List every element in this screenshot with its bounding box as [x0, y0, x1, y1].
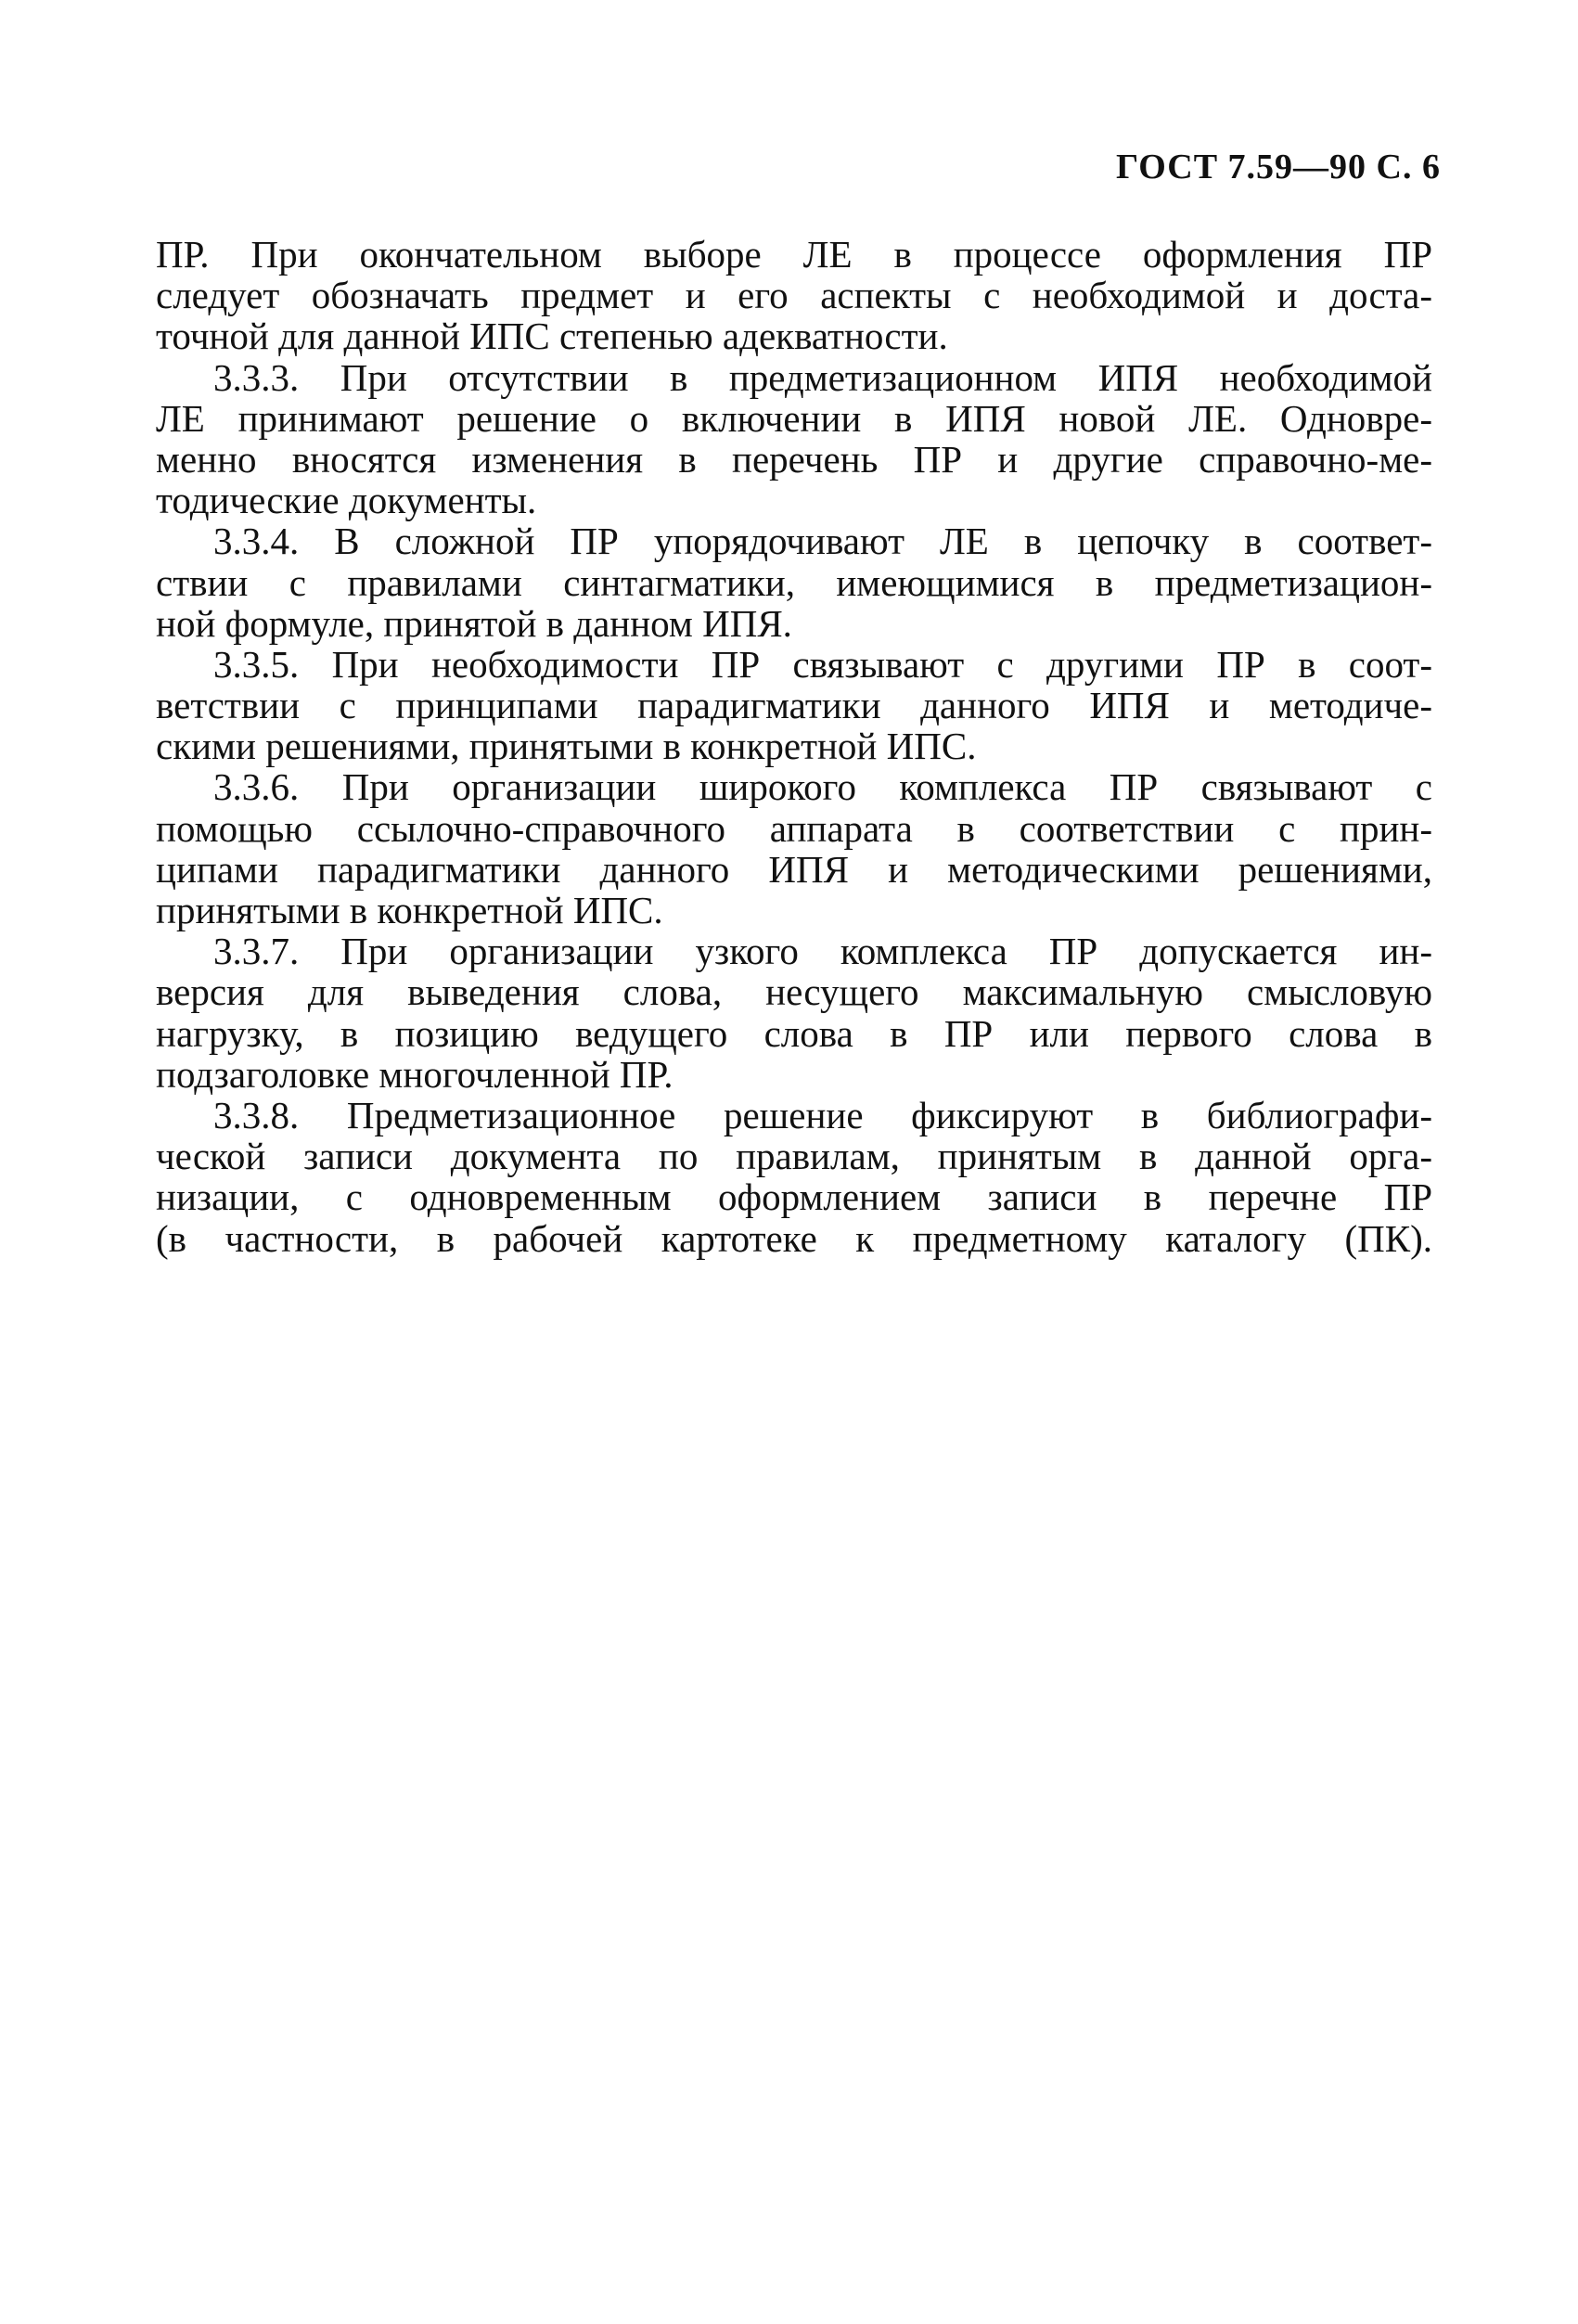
text-line: помощью ссылочно-справочного аппарата в соответствии с прин- — [156, 806, 1432, 850]
paragraph-3-3-4 — [156, 520, 1432, 644]
text-line: 3.3.6. При организации широкого комплекса ПР связывают с — [213, 765, 1432, 809]
text-line: ЛЕ принимают решение о включении в ИПЯ новой ЛЕ. Одновре- — [156, 396, 1432, 440]
text-line: 3.3.5. При необходимости ПР связывают с другими ПР в соот- — [213, 642, 1432, 686]
paragraph-3-3-8 — [156, 1095, 1432, 1259]
text-line: тодические документы. — [156, 479, 537, 522]
text-line: 3.3.3. При отсутствии в предметизационном ИПЯ необходимой — [213, 355, 1432, 399]
text-line: принятыми в конкретной ИПС. — [156, 889, 663, 931]
text-line: (в частности, в рабочей картотеке к предметному каталогу (ПК). — [156, 1216, 1432, 1260]
text-line: ческой записи документа по правилам, принятым в данной орга- — [156, 1135, 1432, 1178]
text-line: ПР. При окончательном выборе ЛЕ в процессе оформления ПР — [156, 233, 1432, 276]
text-line: следует обозначать предмет и его аспекты с необходимой и доста- — [156, 274, 1432, 317]
text-line: нагрузку, в позицию ведущего слова в ПР или первого слова в — [156, 1011, 1432, 1055]
text-line: точной для данной ИПС степенью адекватности. — [156, 315, 948, 358]
paragraph-3-3-3 — [156, 357, 1432, 521]
page-header: ГОСТ 7.59—90 С. 6 — [1116, 148, 1441, 186]
text-line: 3.3.7. При организации узкого комплекса ПР допускается ин- — [213, 930, 1432, 973]
text-line: 3.3.8. Предметизационное решение фиксируют в библиографи- — [213, 1093, 1432, 1136]
body-text — [156, 234, 1432, 1259]
text-line: скими решениями, принятыми в конкретной ИПС. — [156, 725, 977, 768]
text-line: ной формуле, принятой в данном ИПЯ. — [156, 601, 792, 645]
paragraph-3-3-7 — [156, 931, 1432, 1095]
text-line: версия для выведения слова, несущего максимальную смысловую — [156, 970, 1432, 1014]
text-line: подзаголовке многочленной ПР. — [156, 1052, 674, 1096]
text-line: менно вносятся изменения в перечень ПР и другие справочно-ме- — [156, 437, 1432, 481]
text-line: ветствии с принципами парадигматики данного ИПЯ и методиче- — [156, 684, 1432, 727]
text-line: низации, с одновременным оформлением записи в перечне ПР — [156, 1175, 1432, 1219]
paragraph-3-3-6 — [156, 766, 1432, 931]
paragraph-intro — [156, 234, 1432, 357]
text-line: ствии с правилами синтагматики, имеющимися в предметизацион- — [156, 560, 1432, 604]
paragraph-3-3-5 — [156, 644, 1432, 767]
text-line: ципами парадигматики данного ИПЯ и методическими решениями, — [156, 847, 1432, 891]
text-line: 3.3.4. В сложной ПР упорядочивают ЛЕ в цепочку в соответ- — [213, 520, 1432, 563]
